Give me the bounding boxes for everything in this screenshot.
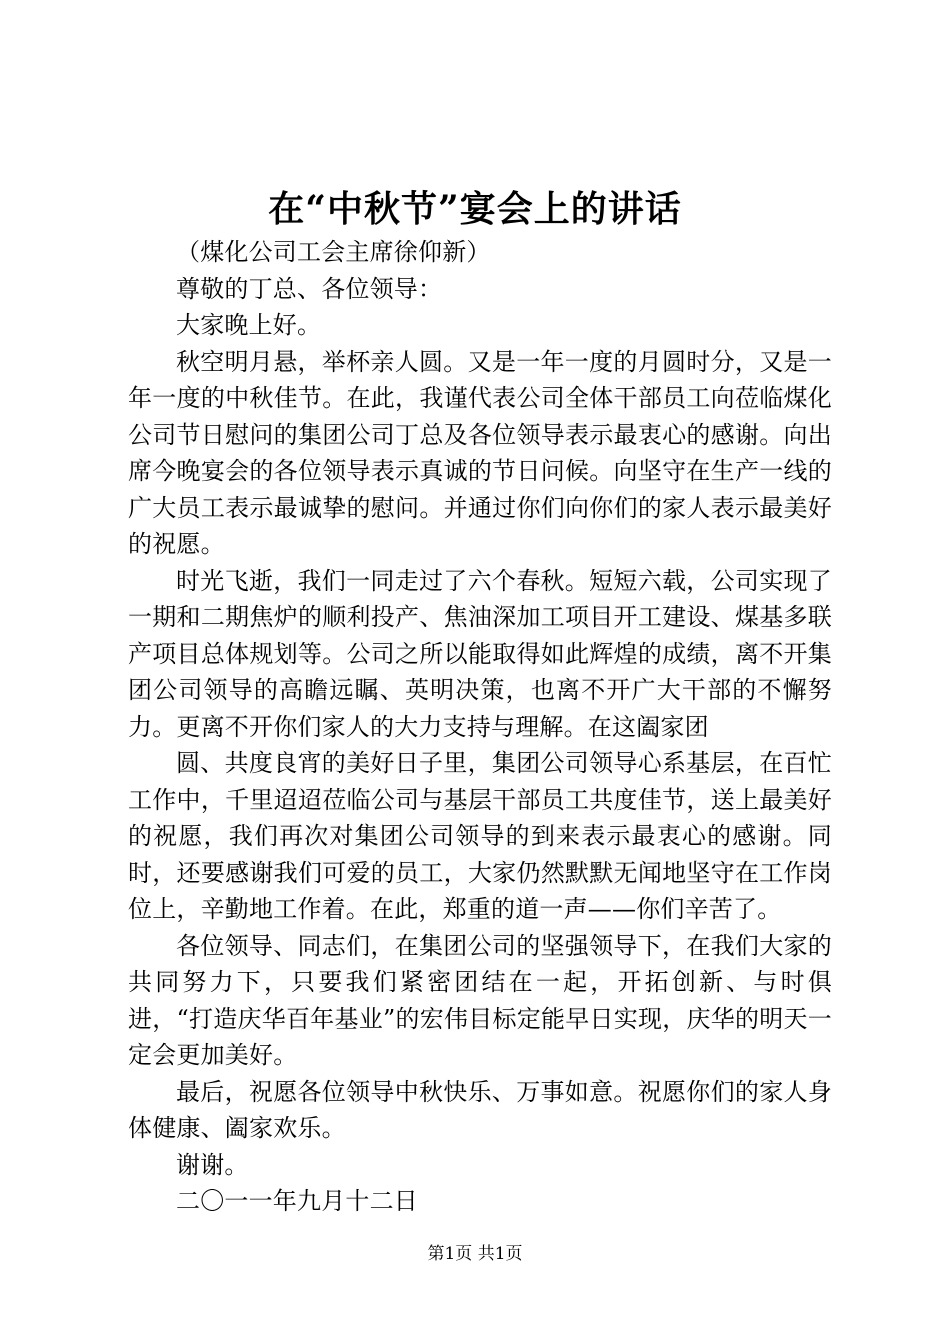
body-paragraph: 圆、共度良宵的美好日子里，集团公司领导心系基层，在百忙工作中，千里迢迢莅临公司与基层干部员工共度佳节，送上最美好的祝愿，我们再次对集团公司领导的到来表示最衷心的感谢。同时，还要感谢我们可爱的员工，大家仍然默默无闻地坚守在工作岗位上，辛勤地工作着。在此，郑重的道一声——你们辛苦了。: [128, 749, 832, 923]
greeting: 大家晚上好。: [176, 311, 322, 339]
body-paragraph: 秋空明月悬，举杯亲人圆。又是一年一度的月圆时分，又是一年一度的中秋佳节。在此，我谨代表公司全体干部员工向莅临煤化公司节日慰问的集团公司丁总及各位领导表示最衷心的感谢。向出席今晚宴会的各位领导表示真诚的节日问候。向坚守在生产一线的广大员工表示最诚挚的慰问。并通过你们向你们的家人表示最美好的祝愿。: [128, 347, 832, 558]
document-title: 在“中秋节”宴会上的讲话: [268, 188, 682, 230]
body-paragraph: 时光飞逝，我们一同走过了六个春秋。短短六载，公司实现了一期和二期焦炉的顺利投产、焦油深加工项目开工建设、煤基多联产项目总体规划等。公司之所以能取得如此辉煌的成绩，离不开集团公司领导的高瞻远瞩、英明决策，也离不开广大干部的不懈努力。更离不开你们家人的大力支持与理解。在这阖家团: [128, 566, 832, 741]
document-body: [128, 234, 832, 1220]
closing-wish: 最后，祝愿各位领导中秋快乐、万事如意。祝愿你们的家人身体健康、阖家欢乐。: [128, 1077, 832, 1142]
thanks-line: 谢谢。: [176, 1150, 249, 1179]
page-footer: 第1页 共1页: [427, 1244, 523, 1264]
author-line: （煤化公司工会主席徐仰新）: [176, 238, 491, 266]
salutation: 尊敬的丁总、各位领导：: [176, 274, 443, 303]
body-paragraph: 各位领导、同志们，在集团公司的坚强领导下，在我们大家的共同努力下，只要我们紧密团结在一起，开拓创新、与时俱进，“打造庆华百年基业”的宏伟目标定能早日实现，庆华的明天一定会更加美好。: [128, 931, 832, 1069]
date-line: 二〇一一年九月十二日: [176, 1187, 418, 1215]
